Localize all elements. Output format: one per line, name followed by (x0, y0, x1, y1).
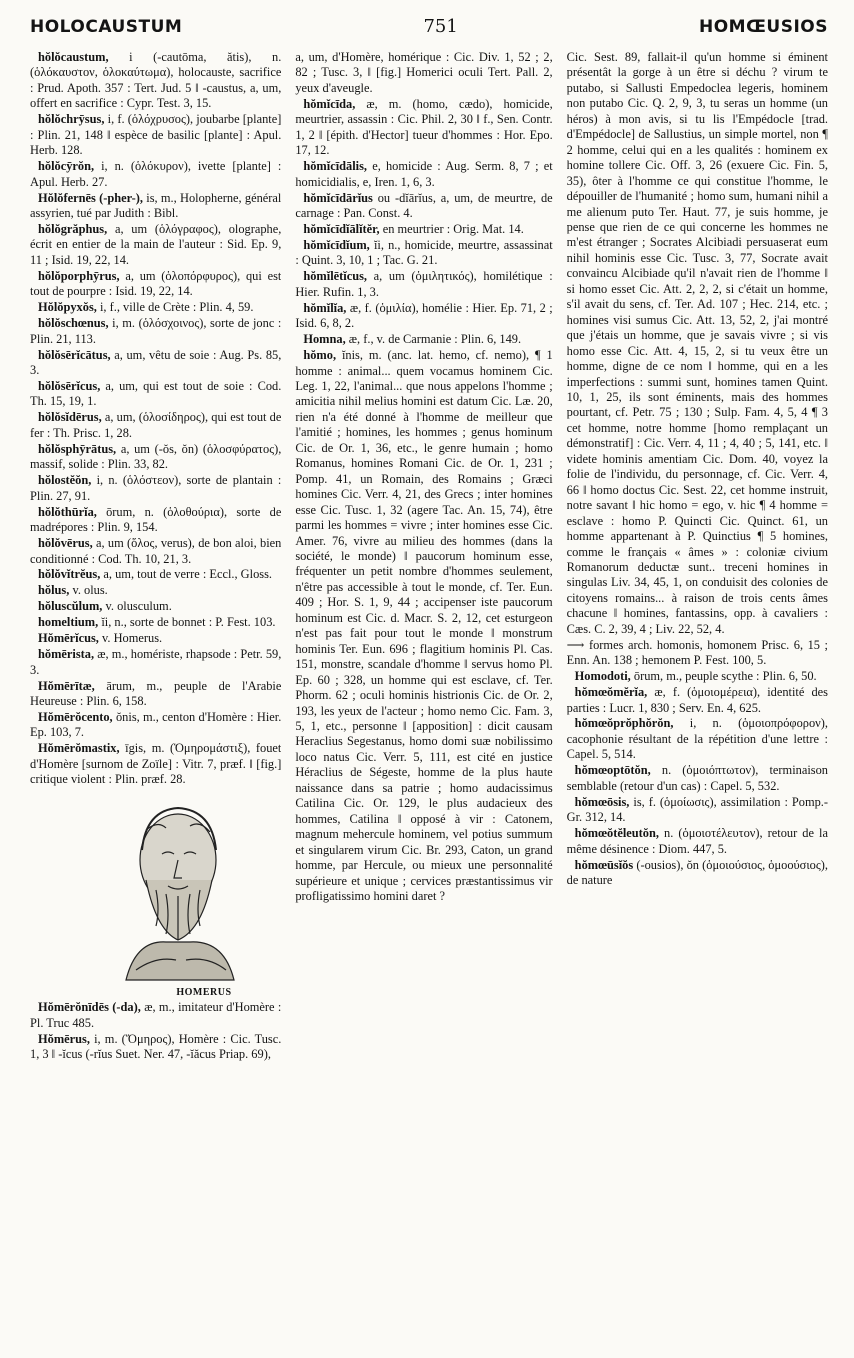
entry-definition: ōrum, n. (ὁλοθούρια), sorte de madrépores : Plin. 9, 154. (30, 504, 282, 535)
entry-headword: hŏmĭcīdĭum, (303, 237, 370, 252)
dictionary-entry (567, 685, 828, 716)
page-number: 751 (423, 16, 458, 37)
dictionary-entry (30, 1032, 281, 1063)
entry-headword: hŏlŏgrăphus, (38, 221, 108, 236)
entry-headword: Hŏmērĭcus, (38, 631, 99, 646)
entry-definition: is, m., Holopherne, général assyrien, tué par Judith : Bibl. (30, 190, 282, 221)
dictionary-entry (30, 269, 281, 300)
dictionary-entry (30, 112, 281, 158)
entry-definition: a, um (ὁλοπόρφυρος), qui est tout de pourpre : Isid. 19, 22, 14. (30, 268, 282, 299)
left-guide-word: HOLOCAUSTUM (30, 17, 183, 37)
entry-definition: ⟶ formes arch. homonis, homonem Prisc. 6, 15 ; Enn. An. 138 ; hemonem P. Fest. 100, 5. (566, 637, 828, 668)
entry-headword: hŏlŏchrȳsus, (38, 112, 105, 127)
dictionary-entry (30, 599, 281, 614)
entry-headword: hŏmĭlētĭcus, (303, 269, 368, 284)
entry-definition: Cic. Sest. 89, fallait-il qu'un homme si éminent présentât la gorge à un être si déchu ? virum te putabo, si Sallusti Empedoclea legeris, hominem non putabo Cic. Q. 2, 9, 3, tu seras un homme (un héros) à mon avis, si tu lis l'Empédocle [trad. d'Empédocle] de Sallustius, un simple mortel, non ¶ 2 homme, celui qui en a les qualités : hominem ex homine tollere Cic. Off. 3, 26 (exuere Cic. Fin. 5, 35), ôter à l'homme ce qui constitue l'homme, le dépouiller de l'humanité ; homo sum, humani nihil a me alienum puto Ter. Haut. 77, je suis homme, je pense que rien de ce qui concerne les hommes ne m'est étranger ; Socrates Alcibiadi persuaserat eum nihil hominis esse Cic. Tusc. 3, 77, Socrate avait convaincu Alcibiade qu'il n'avait rien de l'homme ‖ si homo esset Cic. Att. 2, 2, 2, si c'était un homme, s'il avait du sens, cf. Ter. Ad. 107 ; Hec. 214, etc. ; homines visi sumus Cic. Att. 13, 52, 2, j'ai montré que j'étais un homme, que je savais vivre ; si vis homo esse Cic. Att. 4, 15, 2, si tu veux être un homme, digne de ce nom ‖ homme, qui en a les imperfections : summi sunt, homines tamen Quint. 10, 1, 25, ils sont éminents, mais des hommes pourtant, cf. Petr. 75 ; 130 ; Sulp. Fam. 4, 5, 4 ¶ 3 cet homme, notre homme [homo remplaçant un démonstratif] : Cic. Verr. 4, 11 ; 4, 40 ; 5, 141, etc. ‖ videte hominis amentiam Cic. Dom. 40, voyez la folie de l'individu, du personnage, cf. Cic. Verr. 4, 66 ‖ homo doctus Cic. Sest. 22, cet homme instruit, notre savant ‖ hic homo = ego, v. hic ¶ 4 homme = esclave : homo P. Quincti Cic. Quinct. 61, un homme appartenant à P. Quinctius ¶ 5 homines, comme le français « âmes » : coloniæ civium Romanorum deductæ sunt.. treceni homines in singulas Liv. 34, 45, 1, on conduisit des colonies de citoyens romains... à raison de trois cents âmes chacune ‖ homines, fantassins, opp. à cavaliers : Cæs. C. 2, 39, 4 ; Liv. 22, 52, 4. (566, 50, 828, 636)
entry-definition: n. (ὁμοιοτέλευτον), retour de la même désinence : Diom. 447, 5. (566, 826, 828, 856)
entry-definition: en meurtrier : Orig. Mat. 14. (379, 221, 524, 236)
entry-headword: Hŏlŏpyxŏs, (38, 300, 97, 315)
dictionary-entry (295, 222, 552, 237)
entry-definition: a, um (ὁμιλητικός), homilétique : Hier. Rufin. 1, 3. (295, 269, 553, 299)
entry-headword: hŏmērista, (38, 647, 95, 662)
dictionary-entry (295, 238, 552, 269)
entry-headword: Homodoti, (574, 669, 631, 684)
figure-caption: HOMERUS (176, 986, 232, 998)
entry-definition: æ, m. (homo, cædo), homicide, meurtrier, assassin : Cic. Phil. 2, 30 ‖ f., Sen. Contr. 1, 2 ‖ [épith. d'Hector] tueur d'hommes : Hor. Epo. 17, 12. (295, 96, 553, 158)
entry-headword: hŏluscŭlum, (38, 599, 103, 614)
entry-headword: hŏlostĕŏn, (38, 473, 92, 488)
dictionary-entry (30, 679, 281, 710)
entry-headword: hŏmœŏtĕleutŏn, (574, 826, 659, 841)
entry-headword: hŏmĭcīdālis, (303, 159, 368, 174)
entry-headword: hŏmœŏmĕrĭa, (574, 685, 648, 700)
entry-headword: hŏmœoptōtŏn, (574, 763, 651, 778)
entry-headword: hŏlŏporphȳrus, (38, 268, 120, 283)
entry-definition: is, f. (ὁμοίωσις), assimilation : Pomp.-Gr. 312, 14. (566, 794, 828, 825)
dictionary-entry (30, 50, 281, 112)
dictionary-entry (30, 710, 281, 741)
entry-headword: Hŏmērītæ, (38, 678, 95, 693)
dictionary-entry (295, 301, 552, 332)
entry-headword: hŏmœŏprŏphŏrŏn, (574, 716, 674, 731)
dictionary-entry (567, 763, 828, 794)
dictionary-entry (30, 348, 281, 379)
entry-headword: hŏlŏsĭdērus, (38, 410, 102, 425)
entry-headword: hŏlŏsērĭcus, (38, 379, 101, 394)
homer-bust-icon (106, 790, 256, 985)
entry-headword: hŏlŏsērĭcātus, (38, 347, 111, 362)
entry-definition: i, n. (ὁλόκυρον), ivette [plante] : Apul. Herb. 27. (30, 159, 282, 189)
entry-definition: i, f. (ὁλόχρυσος), joubarbe [plante] : Plin. 21, 148 ‖ espèce de basilic [plante] : Apul. Herb. 128. (30, 112, 282, 158)
entry-definition: æ, m., imitateur d'Homère : Pl. Truc 485. (30, 1000, 282, 1030)
dictionary-entry (30, 536, 281, 567)
dictionary-entry (295, 191, 552, 222)
dictionary-entry (295, 269, 552, 300)
entry-definition: v. Homerus. (98, 631, 163, 646)
dictionary-entry (295, 348, 552, 904)
page-header (30, 16, 828, 50)
entry-headword: hŏmĭcīdĭālĭtĕr, (303, 221, 380, 236)
entry-headword: homeltium, (38, 615, 99, 630)
dictionary-entry (30, 410, 281, 441)
columns (30, 50, 828, 1350)
dictionary-entry (30, 505, 281, 536)
dictionary-entry (295, 97, 552, 159)
dictionary-entry (567, 858, 828, 889)
entry-definition: ŏnis, m., centon d'Homère : Hier. Ep. 103, 7. (30, 710, 282, 740)
entry-definition: a, um, qui est tout de soie : Cod. Th. 15, 19, 1. (30, 379, 282, 409)
entry-definition: i, f., ville de Crète : Plin. 4, 59. (96, 300, 254, 315)
entry-definition: ĭi, n., sorte de bonnet : P. Fest. 103. (98, 615, 276, 630)
entry-definition: a, um, d'Homère, homérique : Cic. Div. 1, 52 ; 2, 82 ; Tusc. 3, ‖ [fig.] Homerici oculi Tert. Pall. 2, yeux d'aveugle. (295, 50, 553, 95)
dictionary-entry (30, 191, 281, 222)
dictionary-entry (295, 50, 552, 96)
entry-headword: Hŏmērŏnīdēs (-da), (38, 1000, 141, 1015)
entry-definition: a, um (ὁλόγραφος), olographe, écrit en entier de la main de l'auteur : Sid. Ep. 9, 11 ; Isid. 19, 22, 14. (30, 221, 282, 267)
dictionary-entry (30, 631, 281, 646)
entry-headword: Hŏmērus, (38, 1031, 90, 1046)
entry-definition: æ, f. (ὁμοιομέρεια), identité des parties : Lucr. 1, 830 ; Serv. En. 4, 625. (566, 685, 828, 715)
entry-headword: hŏlŏcaustum, (38, 50, 109, 64)
entry-definition: e, homicide : Aug. Serm. 8, 7 ; et homicidialis, e, Iren. 1, 6, 3. (295, 159, 553, 189)
entry-definition: a, um, vêtu de soie : Aug. Ps. 85, 3. (30, 347, 282, 378)
entry-definition: v. olus. (69, 583, 108, 598)
column-2 (295, 50, 552, 1350)
entry-headword: hŏmœōsis, (574, 794, 630, 809)
entry-headword: hŏmœūsĭŏs (574, 857, 634, 872)
entry-headword: Hŏmērŏmastix, (38, 741, 120, 756)
entry-definition: a, um (-ŏs, ŏn) (ὁλοσφύρατος), massif, solide : Plin. 33, 82. (30, 441, 282, 472)
dictionary-entry (30, 222, 281, 268)
dictionary-entry (30, 316, 281, 347)
dictionary-entry (30, 567, 281, 582)
entry-definition: æ, f. (ὁμιλία), homélie : Hier. Ep. 71, 2 ; Isid. 6, 8, 2. (295, 300, 553, 331)
dictionary-entry (567, 50, 828, 637)
entry-headword: hŏmo, (303, 348, 337, 363)
entry-headword: Hŏmērŏcento, (38, 710, 113, 725)
entry-headword: Hŏlŏfernēs (-pher-), (38, 190, 144, 205)
entry-definition: īgis, m. (Ὁμηρομάστιξ), fouet d'Homère [surnom de Zoïle] : Vitr. 7, præf. ‖ [fig.] critique violent : Plin. præf. 28. (30, 741, 282, 787)
entry-headword: hŏlŏschœnus, (38, 316, 109, 331)
entry-headword: hŏlŏvĭtrĕus, (38, 567, 101, 582)
entry-headword: hŏlŏcȳrŏn, (38, 159, 95, 174)
entry-definition: v. olusculum. (102, 599, 172, 614)
dictionary-entry (567, 669, 828, 684)
dictionary-entry (30, 379, 281, 410)
entry-definition: ōrum, m., peuple scythe : Plin. 6, 50. (630, 669, 817, 684)
entry-definition: ārum, m., peuple de l'Arabie Heureuse : Plin. 6, 158. (30, 678, 282, 709)
entry-definition: a, um (ὅλος, verus), de bon aloi, bien conditionné : Cod. Th. 10, 21, 3. (30, 536, 282, 566)
dictionary-entry (567, 826, 828, 857)
entry-headword: hŏlŏvērus, (38, 536, 93, 551)
entry-definition: ĭi, n., homicide, meurtre, assassinat : Quint. 3, 10, 1 ; Tac. G. 21. (295, 237, 553, 268)
entry-headword: hŏmĭcīda, (303, 96, 356, 111)
entry-definition: a, um, tout de verre : Eccl., Gloss. (100, 567, 273, 582)
entry-definition: ou -dĭārĭus, a, um, de meurtre, de carnage : Pan. Const. 4. (295, 190, 553, 221)
entry-headword: hŏlŏsphȳrātus, (38, 441, 117, 456)
entry-definition: æ, f., v. de Carmanie : Plin. 6, 149. (345, 332, 522, 347)
entry-headword: hŏmĭcīdārĭus (303, 190, 373, 205)
dictionary-entry (30, 159, 281, 190)
entry-definition: i, m. (ὁλόσχοινος), sorte de jonc : Plin. 21, 113. (30, 316, 282, 346)
dictionary-entry (30, 647, 281, 678)
dictionary-entry (567, 795, 828, 826)
entry-definition: i, n. (ὁμοιοπρόφορον), cacophonie résultant de la répétition d'une lettre : Capel. 5, 514. (566, 716, 828, 762)
dictionary-entry (295, 159, 552, 190)
dictionary-entry (567, 716, 828, 762)
column-3 (567, 50, 828, 1350)
column-1 (30, 50, 281, 1350)
dictionary-entry (30, 473, 281, 504)
dictionary-entry (30, 615, 281, 630)
entry-definition: æ, m., homériste, rhapsode : Petr. 59, 3. (30, 647, 282, 677)
dictionary-entry (567, 638, 828, 669)
entry-definition: a, um, (ὁλοσίδηρος), qui est tout de fer : Th. Prisc. 1, 28. (30, 410, 282, 440)
entry-definition: i (-cautōma, ătis), n. (ὁλόκαυστον, ὁλοκαύτωμα), holocauste, sacrifice : Prud. Apoth. 357 : Tert. Jud. 5 ‖ -caustus, a, um, offert en sacrifice : Cypr. Test. 3, 15. (30, 50, 282, 111)
dictionary-entry (30, 300, 281, 315)
entry-definition: i, m. (Ὅμηρος), Homère : Cic. Tusc. 1, 3 ‖ -ĭcus (-rĭus Suet. Ner. 47, -ĭăcus Priap. 69), (30, 1031, 282, 1062)
entry-headword: hŏlŏthūrĭa, (38, 504, 97, 519)
entry-headword: Homna, (303, 332, 346, 347)
entry-headword: hŏmĭlĭa, (303, 300, 347, 315)
dictionary-entry (30, 583, 281, 598)
dictionary-entry (30, 741, 281, 787)
homer-figure (106, 790, 281, 1000)
entry-definition: i, n. (ὁλόστεον), sorte de plantain : Plin. 27, 91. (30, 473, 282, 503)
entry-definition: (-ousios), ŏn (ὁμοιούσιος, ὁμοούσιος), de nature (566, 857, 828, 888)
right-guide-word: HOMŒUSIOS (698, 17, 828, 37)
entry-headword: hŏlus, (38, 583, 70, 598)
dictionary-entry (295, 332, 552, 347)
entry-definition: n. (ὁμοιόπτωτον), terminaison semblable (retour d'un cas) : Capel. 5, 532. (566, 763, 828, 793)
dictionary-entry (30, 442, 281, 473)
entry-definition: ĭnis, m. (anc. lat. hemo, cf. nemo), ¶ 1 homme : animal... quem vocamus hominem Cic. Leg. 1, 22, l'animal... que nous appelons l'homme ; amicitia nihil melius homini est datum Cic. Læ. 20, rien n'a été donné à l'homme de meilleur que l'amitié ; homines, les hommes ; genus hominum Cic. de Or. 1, 36, etc., le genre humain ; homo Romanus, homines Romani Cic. de Or. 1, 231 ; Pomp. 41, un Romain, des Romains ; Græci homines Cic. Verr. 4, 21, des Grecs ; inter homines esse Cic. Tusc. 1, 32 (agere Tac. An. 15, 74), être parmi les hommes = vivre ; inter homines esse Cic. Amer. 76, vivre au milieu des hommes (dans la société, le monde) ‖ paucorum hominum esse, fréquenter un petit nombre d'hommes seulement, n'être pas accessible à tout le monde, cf. Ter. Eun. 409 ; Hor. S. 1, 9, 44 ; accipenser iste paucorum hominum est Cic. d. Macr. S. 2, 12, cet esturgeon n'est pas fait pour tout le monde ‖ monstrum hominis Ter. Eun. 696 ; flagitium hominis Pl. Cas. 151, monstre, scandale d'homme ‖ servus homo Pl. Ep. 60 ; 328, un homme qui est esclave, cf. Ter. Phorm. 62 ; oculi hominis histrionis Cic. de Or. 2, 193, les yeux de l'acteur ; homo nemo Cic. Fam. 3, 5, 1, etc., personne ‖ [apposition] : dicit causam Heraclius Segestanus, homo domi suæ nobilissimo loco natus Cic. Verr. 5, 111, est cité en justice Héraclius de Ségeste, homme de la plus haute naissance dans sa patrie ; homo audacissimus Catilina Cic. Or. 129, le plus audacieux des hommes, Catilina ‖ opposé à vir : Catonem, magnum mehercule hominem, vel potius summum et singularem virum Cic. Br. 293, Caton, un grand homme, par Hercule, ou mieux une personnalité supérieure et unique ; cervices præstantissimus vir profligatissimo homini daret ? (295, 348, 553, 903)
